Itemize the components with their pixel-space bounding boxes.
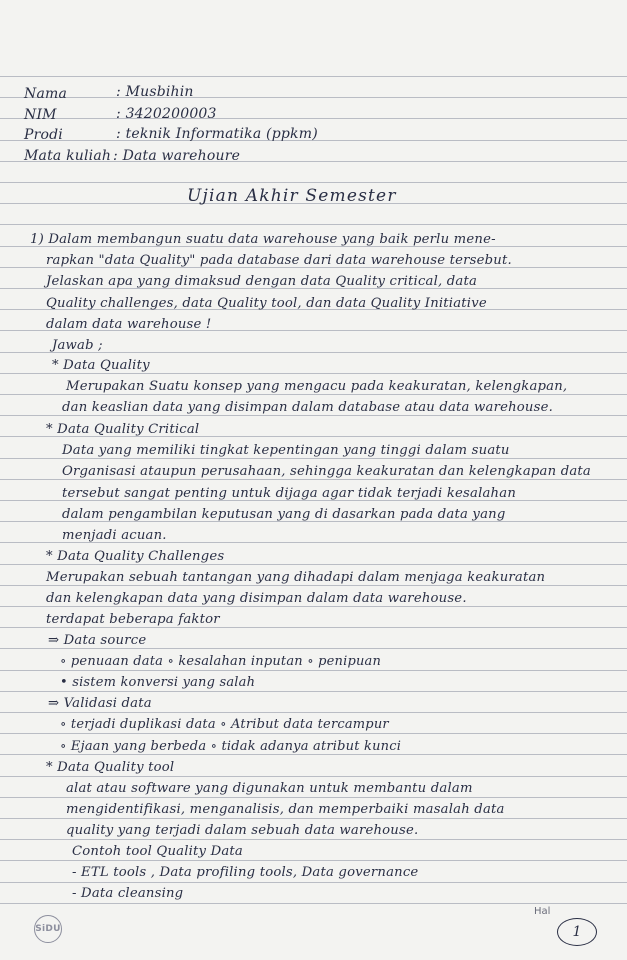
rule-line — [0, 224, 627, 225]
answer-line: menjadi acuan. — [62, 528, 167, 543]
answer-bullet-row: ∘ Ejaan yang berbeda ∘ tidak adanya atribut kunci — [60, 739, 402, 754]
rule-line — [0, 754, 627, 755]
answer-line: dan kelengkapan data yang disimpan dalam data warehouse. — [46, 591, 467, 606]
rule-line — [0, 839, 627, 840]
question-line: Quality challenges, data Quality tool, dan data Quality Initiative — [46, 296, 487, 311]
nim-value: : 3420200003 — [116, 106, 217, 122]
page-number: 1 — [557, 918, 597, 946]
answer-bullet-row: ∘ terjadi duplikasi data ∘ Atribut data tercampur — [60, 717, 389, 732]
rule-line — [0, 712, 627, 713]
rule-line — [0, 97, 627, 98]
answer-line: - Data cleansing — [72, 886, 184, 901]
sidu-logo: SiDU — [34, 915, 62, 943]
rule-line — [0, 415, 627, 416]
question-line: 1) Dalam membangun suatu data warehouse yang baik perlu mene- — [30, 232, 496, 247]
rule-line — [0, 373, 627, 374]
question-line: Jelaskan apa yang dimaksud dengan data Quality critical, data — [46, 274, 478, 289]
page-title: Ujian Akhir Semester — [187, 186, 397, 206]
answer-subheading: ⇒ Data source — [48, 633, 147, 648]
matkul-value: : Data warehoure — [113, 148, 241, 164]
answer-line: terdapat beberapa faktor — [46, 612, 220, 627]
rule-line — [0, 76, 627, 77]
answer-line: dan keaslian data yang disimpan dalam database atau data warehouse. — [62, 400, 553, 415]
rule-line — [0, 860, 627, 861]
rule-line — [0, 479, 627, 480]
answer-heading: * Data Quality — [52, 358, 150, 373]
rule-line — [0, 585, 627, 586]
answer-line: Merupakan sebuah tantangan yang dihadapi dalam menjaga keakuratan — [46, 570, 546, 585]
matkul-label: Mata kuliah — [24, 148, 112, 164]
rule-line — [0, 882, 627, 883]
answer-line: tersebut sangat penting untuk dijaga agar tidak terjadi kesalahan — [62, 486, 517, 501]
answer-heading: * Data Quality tool — [46, 760, 175, 775]
answer-line: dalam pengambilan keputusan yang di dasarkan pada data yang — [62, 507, 506, 522]
rule-line — [0, 627, 627, 628]
answer-line: quality yang terjadi dalam sebuah data warehouse. — [66, 823, 419, 838]
rule-line — [0, 648, 627, 649]
rule-line — [0, 458, 627, 459]
rule-line — [0, 903, 627, 904]
answer-bullet-row: • sistem konversi yang salah — [60, 675, 256, 690]
rule-line — [0, 564, 627, 565]
answer-heading: * Data Quality Challenges — [46, 549, 225, 564]
rule-line — [0, 182, 627, 183]
answer-line: Organisasi ataupun perusahaan, sehingga keakuratan dan kelengkapan data — [62, 464, 591, 479]
answer-label: Jawab ; — [52, 338, 103, 353]
answer-line: Contoh tool Quality Data — [72, 844, 243, 859]
rule-line — [0, 733, 627, 734]
answer-subheading: ⇒ Validasi data — [48, 696, 152, 711]
answer-line: - ETL tools , Data profiling tools, Data governance — [72, 865, 419, 880]
nama-value: : Musbihin — [116, 84, 194, 100]
rule-line — [0, 118, 627, 119]
question-line: dalam data warehouse ! — [46, 317, 212, 332]
prodi-label: Prodi — [24, 127, 63, 143]
rule-line — [0, 670, 627, 671]
hal-label: Hal — [534, 906, 551, 917]
nama-label: Nama — [24, 86, 68, 102]
answer-line: mengidentifikasi, menganalisis, dan memperbaiki masalah data — [66, 802, 505, 817]
question-line: rapkan "data Quality" pada database dari data warehouse tersebut. — [46, 253, 512, 268]
rule-line — [0, 394, 627, 395]
rule-line — [0, 776, 627, 777]
nim-label: NIM — [24, 107, 57, 123]
prodi-value: : teknik Informatika (ppkm) — [116, 126, 318, 142]
rule-line — [0, 606, 627, 607]
answer-bullet-row: ∘ penuaan data ∘ kesalahan inputan ∘ penipuan — [60, 654, 382, 669]
rule-line — [0, 797, 627, 798]
rule-line — [0, 818, 627, 819]
answer-line: Data yang memiliki tingkat kepentingan yang tinggi dalam suatu — [62, 443, 510, 458]
answer-line: Merupakan Suatu konsep yang mengacu pada keakuratan, kelengkapan, — [66, 379, 568, 394]
answer-heading: * Data Quality Critical — [46, 422, 200, 437]
answer-line: alat atau software yang digunakan untuk membantu dalam — [66, 781, 473, 796]
rule-line — [0, 691, 627, 692]
